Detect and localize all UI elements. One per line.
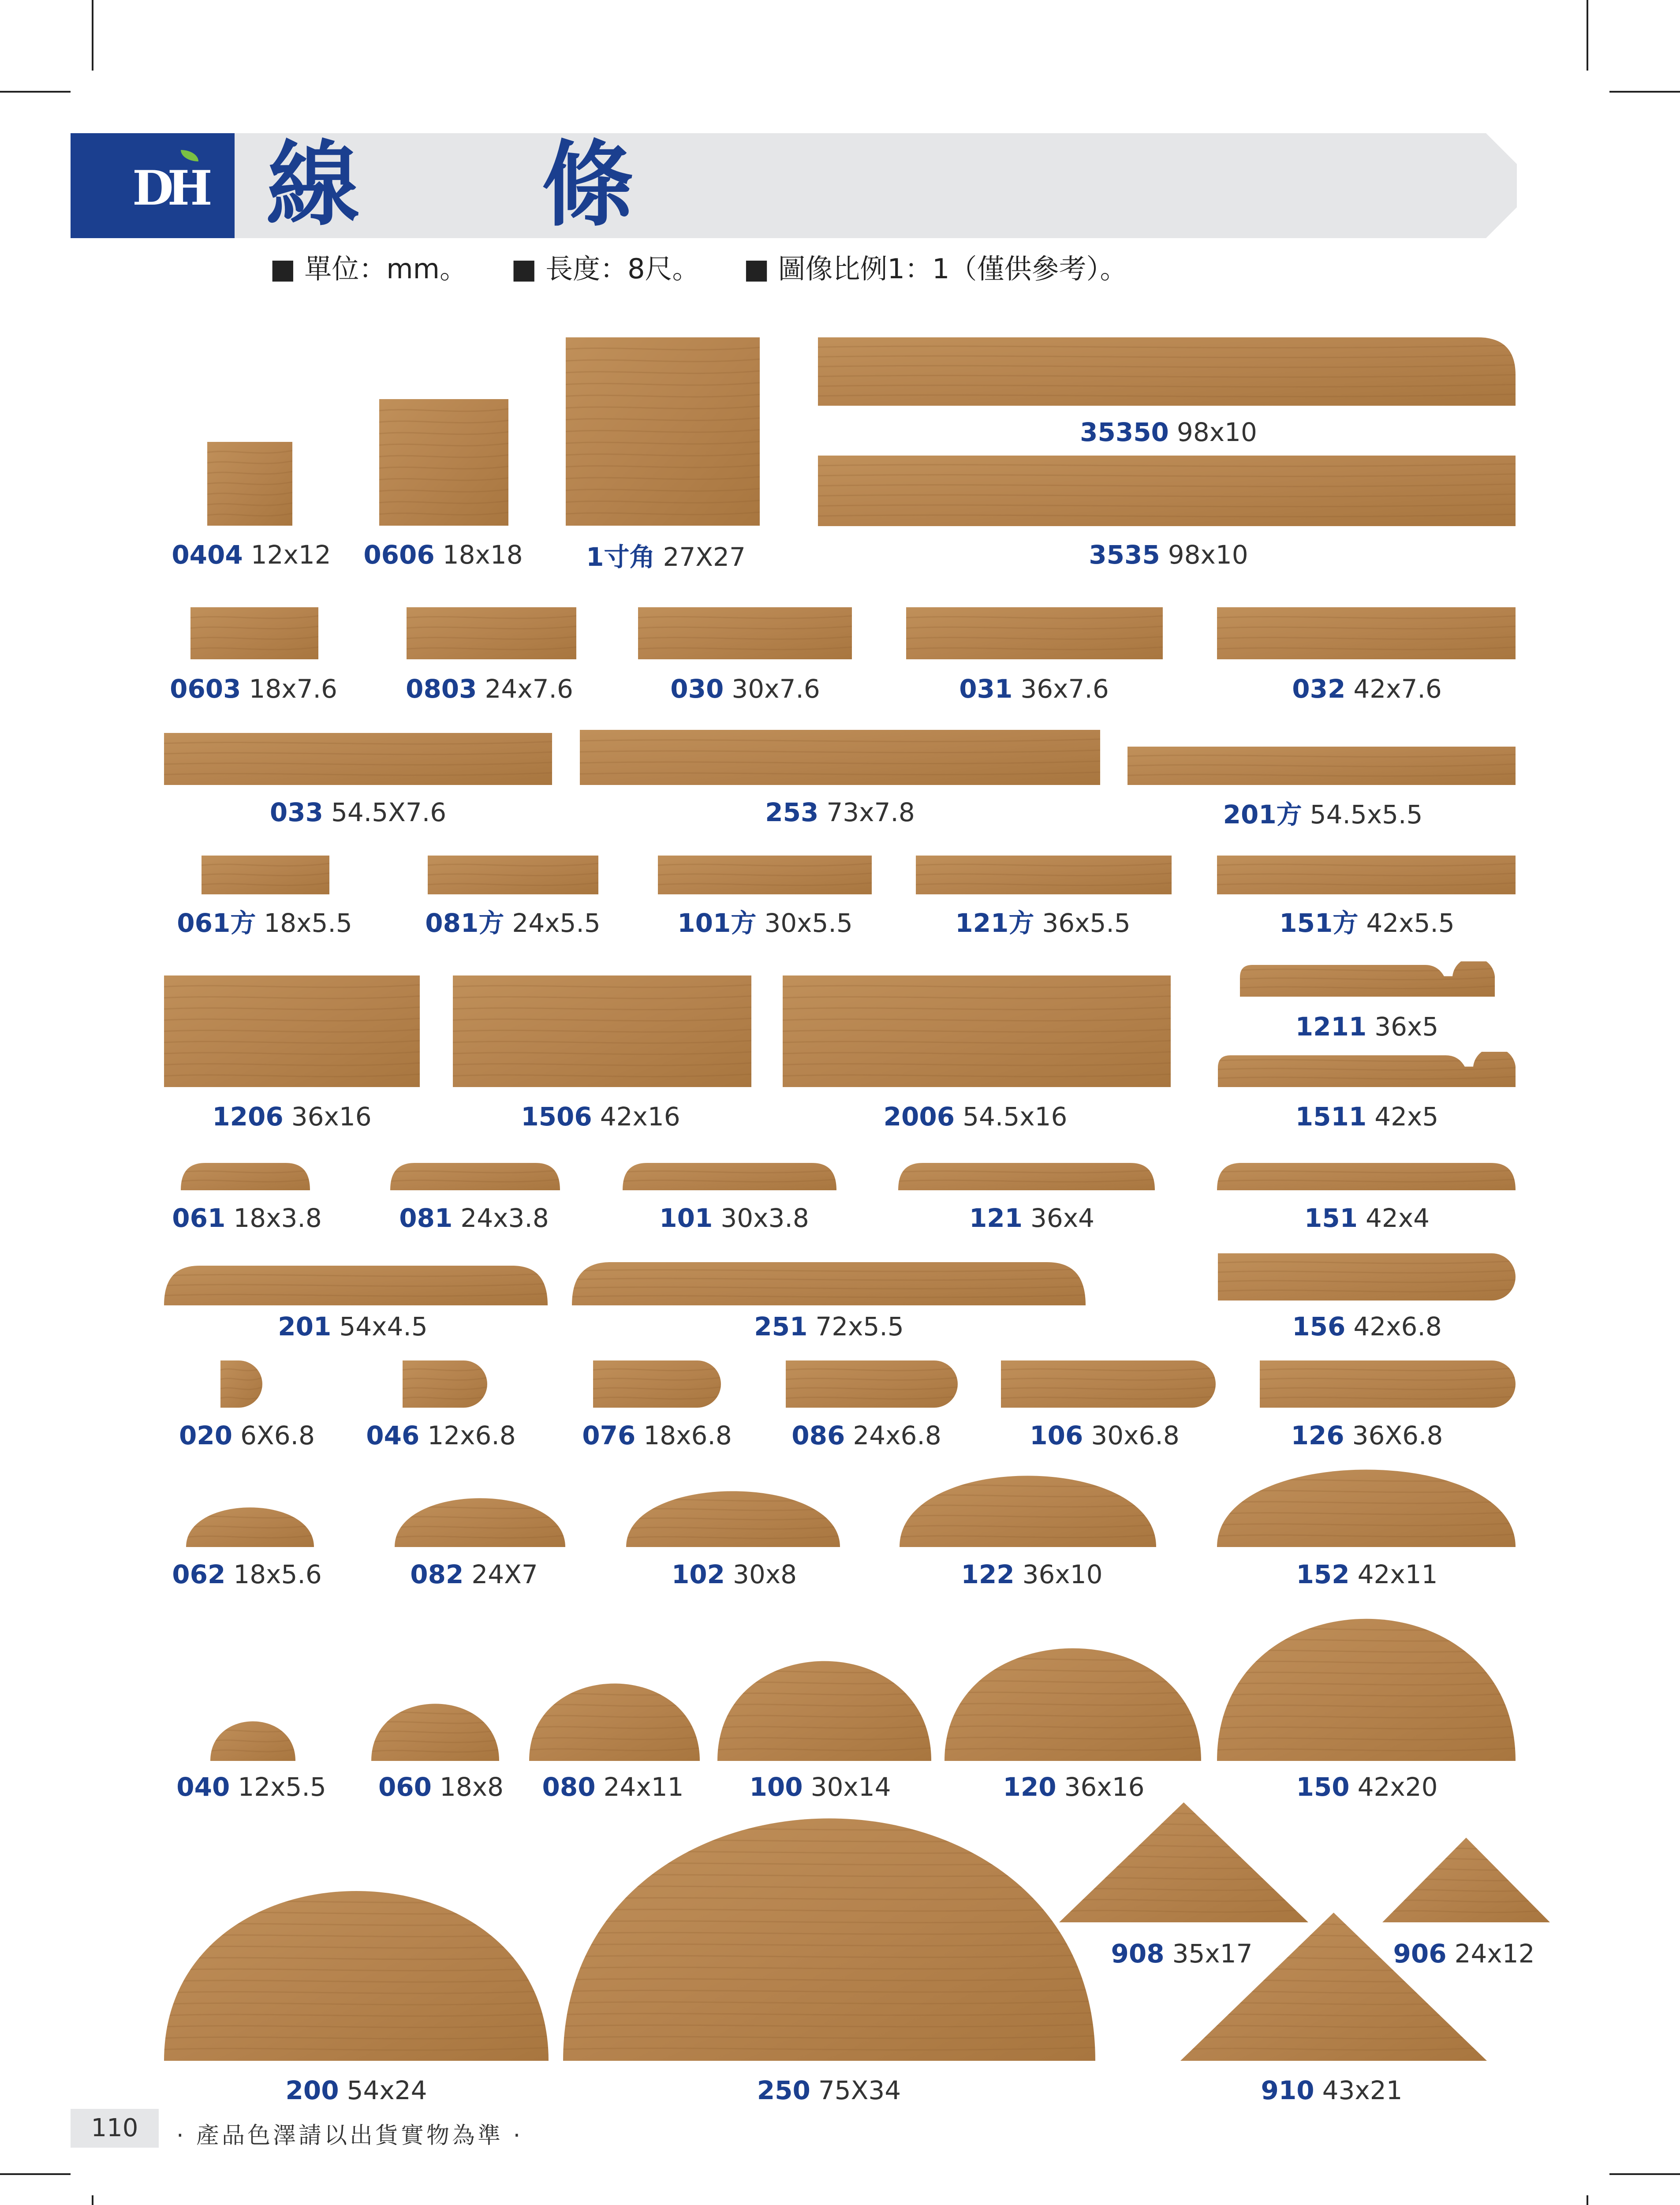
product-size: 18x5.5 [264,908,352,938]
molding-profile-44 [529,1683,700,1761]
molding-profile-33 [593,1360,721,1408]
product-label-text [179,1420,315,1450]
crop-mark [1587,2195,1588,2205]
molding-profile-40 [900,1476,1156,1547]
molding-profile-25 [623,1163,836,1190]
product-label-text [212,1102,371,1132]
product-code: 253 [765,797,819,827]
footer-note: · 產品色澤請以出貨實物為準 · [176,2123,523,2149]
molding-profile-22 [1218,1052,1516,1087]
brand-logo [71,133,235,238]
molding-profile-30 [1218,1253,1516,1301]
product-label-text [1296,1559,1437,1589]
molding-profile-32 [403,1360,487,1408]
product-size: 18x6.8 [643,1420,732,1450]
product-code: 1211 [1295,1012,1367,1042]
molding-profile-12 [1127,747,1516,785]
molding-profile-3 [818,337,1516,406]
molding-profile-24 [390,1163,560,1190]
product-size: 24x6.8 [853,1420,941,1450]
product-code: 1511 [1295,1102,1367,1132]
product-code: 020 [179,1420,233,1450]
unit-note: ■ 單位：mm。 [270,253,467,285]
molding-profile-45 [717,1661,931,1761]
product-size: 36x16 [291,1102,372,1132]
product-label-text [757,2075,901,2105]
molding-profile-15 [658,856,872,894]
product-code: 1506 [521,1102,592,1132]
product-label-text [172,540,331,570]
product-code: 086 [791,1420,845,1450]
molding-profile-49 [1382,1838,1550,1922]
product-size: 36x7.6 [1020,674,1109,704]
product-label-text [270,797,446,827]
product-code: 121 [969,1203,1023,1233]
product-code: 1206 [212,1102,284,1132]
product-label-text [672,1559,797,1589]
page-number: 110 [71,2109,159,2148]
product-label-text [959,674,1109,704]
product-code: 201 [278,1312,332,1342]
product-code: 080 [542,1772,596,1802]
product-size: 36x10 [1022,1559,1103,1589]
molding-profile-50 [164,1891,549,2061]
product-code: 102 [671,1559,725,1589]
molding-profile-0 [207,442,292,526]
crop-mark [92,2195,93,2205]
product-code: 076 [582,1420,636,1450]
product-label-text [406,674,573,704]
product-size: 42x7.6 [1353,674,1442,704]
product-label-text [1279,902,1454,939]
product-code: 082 [410,1559,464,1589]
product-code: 061方 [177,908,256,938]
product-size: 12x6.8 [427,1420,516,1450]
product-code: 201方 [1223,800,1302,830]
molding-profile-27 [1217,1163,1516,1190]
product-label-text [969,1203,1094,1233]
product-code: 121方 [955,908,1034,938]
product-label-text [1295,1012,1438,1042]
product-code: 061 [172,1203,226,1233]
molding-profile-39 [626,1491,840,1547]
product-label-text [754,1312,903,1342]
crop-mark [0,91,71,93]
product-code: 106 [1030,1420,1083,1450]
product-code: 062 [172,1559,226,1589]
molding-profile-42 [210,1721,295,1761]
product-size: 98x10 [1168,540,1248,570]
molding-profile-31 [220,1360,262,1408]
product-size: 24x11 [603,1772,684,1802]
molding-profile-18 [1240,961,1495,997]
product-size: 35x17 [1172,1939,1253,1969]
product-size: 18x8 [440,1772,504,1802]
product-label-text [425,902,600,939]
product-size: 42x5.5 [1366,908,1455,938]
product-size: 30x5.5 [764,908,853,938]
product-code: 046 [366,1420,420,1450]
product-size: 42x4 [1366,1203,1430,1233]
molding-profile-26 [898,1163,1155,1190]
product-label-text [1291,1420,1443,1450]
product-label-text [542,1772,683,1802]
product-code: 030 [670,674,724,704]
product-code: 0606 [363,540,435,570]
product-label-text [378,1772,504,1802]
product-code: 101方 [677,908,757,938]
product-size: 24x12 [1454,1939,1535,1969]
product-code: 060 [378,1772,432,1802]
product-label-text [172,1203,321,1233]
product-size: 30x8 [733,1559,797,1589]
product-size: 42x20 [1357,1772,1438,1802]
product-size: 54x24 [347,2075,427,2105]
product-code: 156 [1292,1312,1346,1342]
product-size: 30x3.8 [721,1203,809,1233]
product-label-text [170,674,337,704]
product-size: 54x4.5 [339,1312,428,1342]
product-code: 031 [959,674,1013,704]
product-code: 151方 [1279,908,1359,938]
crop-mark [92,0,93,71]
molding-profile-11 [580,730,1100,785]
scale-note: ■ 圖像比例1：1（僅供參考）。 [743,253,1127,285]
product-size: 42x6.8 [1353,1312,1442,1342]
molding-profile-14 [428,856,598,894]
product-size: 42x11 [1357,1559,1438,1589]
product-label-text [1089,540,1248,570]
molding-profile-9 [1217,607,1516,659]
product-label-text [176,1772,326,1802]
molding-profile-17 [1217,856,1516,894]
product-size: 12x12 [250,540,331,570]
brand-logo-text: DH [132,161,206,216]
product-code: 2006 [883,1102,955,1132]
molding-profile-7 [638,607,852,659]
product-code: 081 [399,1203,453,1233]
molding-profile-21 [783,975,1171,1087]
product-size: 6X6.8 [240,1420,315,1450]
crop-mark [0,2173,71,2175]
leaf-icon [181,150,198,161]
product-size: 36x5.5 [1042,908,1131,938]
product-size: 18x7.6 [249,674,337,704]
molding-profile-20 [453,975,751,1087]
product-size: 24x3.8 [460,1203,549,1233]
molding-profile-35 [1001,1360,1216,1408]
product-size: 24x7.6 [485,674,573,704]
product-code: 250 [757,2075,810,2105]
product-code: 151 [1304,1203,1358,1233]
product-size: 42x16 [600,1102,680,1132]
product-label-text [1003,1772,1144,1802]
product-label-text [363,540,523,570]
product-code: 081方 [425,908,504,938]
product-label-text [177,902,352,939]
product-code: 101 [659,1203,713,1233]
molding-profile-52 [1180,1913,1487,2061]
product-code: 032 [1292,674,1346,704]
molding-profile-4 [818,456,1516,526]
product-label-text [410,1559,538,1589]
product-size: 98x10 [1176,417,1257,447]
product-label-text [1080,417,1257,447]
product-label-text [1223,794,1423,831]
product-label-text [749,1772,891,1802]
product-label-text [670,674,820,704]
molding-profile-19 [164,975,420,1087]
product-size: 30x14 [810,1772,891,1802]
product-code: 910 [1261,2075,1314,2105]
product-label-text [172,1559,321,1589]
molding-profile-46 [945,1648,1201,1761]
product-size: 43x21 [1322,2075,1403,2105]
molding-profile-16 [916,856,1172,894]
molding-profile-10 [164,733,552,785]
product-size: 73x7.8 [826,797,915,827]
molding-profile-29 [572,1262,1086,1305]
molding-profile-6 [407,607,576,659]
product-label-text [1292,1312,1441,1342]
length-note: ■ 長度：8尺。 [511,253,700,285]
product-code: 35350 [1080,417,1169,447]
product-size: 42x5 [1374,1102,1439,1132]
molding-profile-2 [566,337,760,526]
product-label-text [399,1203,549,1233]
product-code: 120 [1003,1772,1057,1802]
product-size: 36X6.8 [1352,1420,1443,1450]
product-code: 0404 [172,540,243,570]
page-title: 線 條 [267,131,709,239]
product-label-text [278,1312,427,1342]
molding-profile-1 [379,399,508,526]
product-label-text [677,902,852,939]
product-size: 36x4 [1030,1203,1095,1233]
product-label-text [1304,1203,1430,1233]
product-code: 122 [961,1559,1015,1589]
product-size: 24X7 [471,1559,538,1589]
product-label-text [1261,2075,1402,2105]
molding-profile-38 [395,1498,565,1547]
molding-profile-36 [1260,1360,1516,1408]
product-size: 12x5.5 [238,1772,326,1802]
product-label-text [285,2075,427,2105]
molding-profile-28 [164,1266,548,1305]
product-size: 30x7.6 [732,674,820,704]
product-size: 27X27 [663,542,746,572]
product-size: 18x3.8 [233,1203,322,1233]
product-code: 200 [285,2075,339,2105]
product-code: 1寸角 [586,542,655,572]
product-label-text [1295,1102,1438,1132]
product-code: 0803 [406,674,477,704]
molding-profile-34 [786,1360,958,1408]
product-code: 251 [754,1312,808,1342]
product-label-text [791,1420,941,1450]
product-size: 75X34 [818,2075,901,2105]
product-code: 033 [269,797,323,827]
molding-profile-5 [190,607,318,659]
product-label-text [659,1203,809,1233]
product-size: 36x16 [1064,1772,1145,1802]
product-code: 906 [1393,1939,1447,1969]
product-code: 100 [749,1772,803,1802]
product-size: 54.5x16 [963,1102,1068,1132]
product-label-text [1030,1420,1179,1450]
crop-mark [1609,91,1680,93]
product-label-text [961,1559,1102,1589]
product-code: 150 [1296,1772,1350,1802]
product-label-text [366,1420,515,1450]
product-code: 0603 [170,674,241,704]
product-size: 54.5x5.5 [1310,800,1423,830]
molding-profile-43 [371,1704,499,1761]
product-label-text [586,536,746,573]
molding-profile-41 [1217,1469,1516,1547]
product-label-text [521,1102,680,1132]
product-code: 152 [1296,1559,1350,1589]
crop-mark [1609,2173,1680,2175]
crop-mark [1587,0,1588,71]
molding-profile-48 [1059,1802,1308,1922]
product-size: 72x5.5 [815,1312,904,1342]
product-size: 18x18 [442,540,523,570]
product-label-text [1296,1772,1437,1802]
product-size: 54.5X7.6 [331,797,447,827]
product-label-text [765,797,915,827]
molding-profile-51 [563,1818,1095,2061]
product-size: 36x5 [1374,1012,1439,1042]
product-code: 040 [176,1772,230,1802]
info-notes [270,247,1162,286]
product-size: 18x5.6 [233,1559,322,1589]
molding-profile-47 [1217,1618,1516,1761]
product-size: 24x5.5 [512,908,601,938]
molding-profile-23 [181,1163,310,1190]
product-code: 908 [1111,1939,1165,1969]
product-label-text [1292,674,1441,704]
product-code: 3535 [1089,540,1160,570]
product-label-text [582,1420,732,1450]
product-code: 126 [1291,1420,1344,1450]
product-size: 30x6.8 [1091,1420,1180,1450]
molding-profile-37 [186,1507,314,1547]
molding-profile-8 [906,607,1163,659]
product-label-text [884,1102,1068,1132]
product-label-text [955,902,1130,939]
molding-profile-13 [202,856,329,894]
